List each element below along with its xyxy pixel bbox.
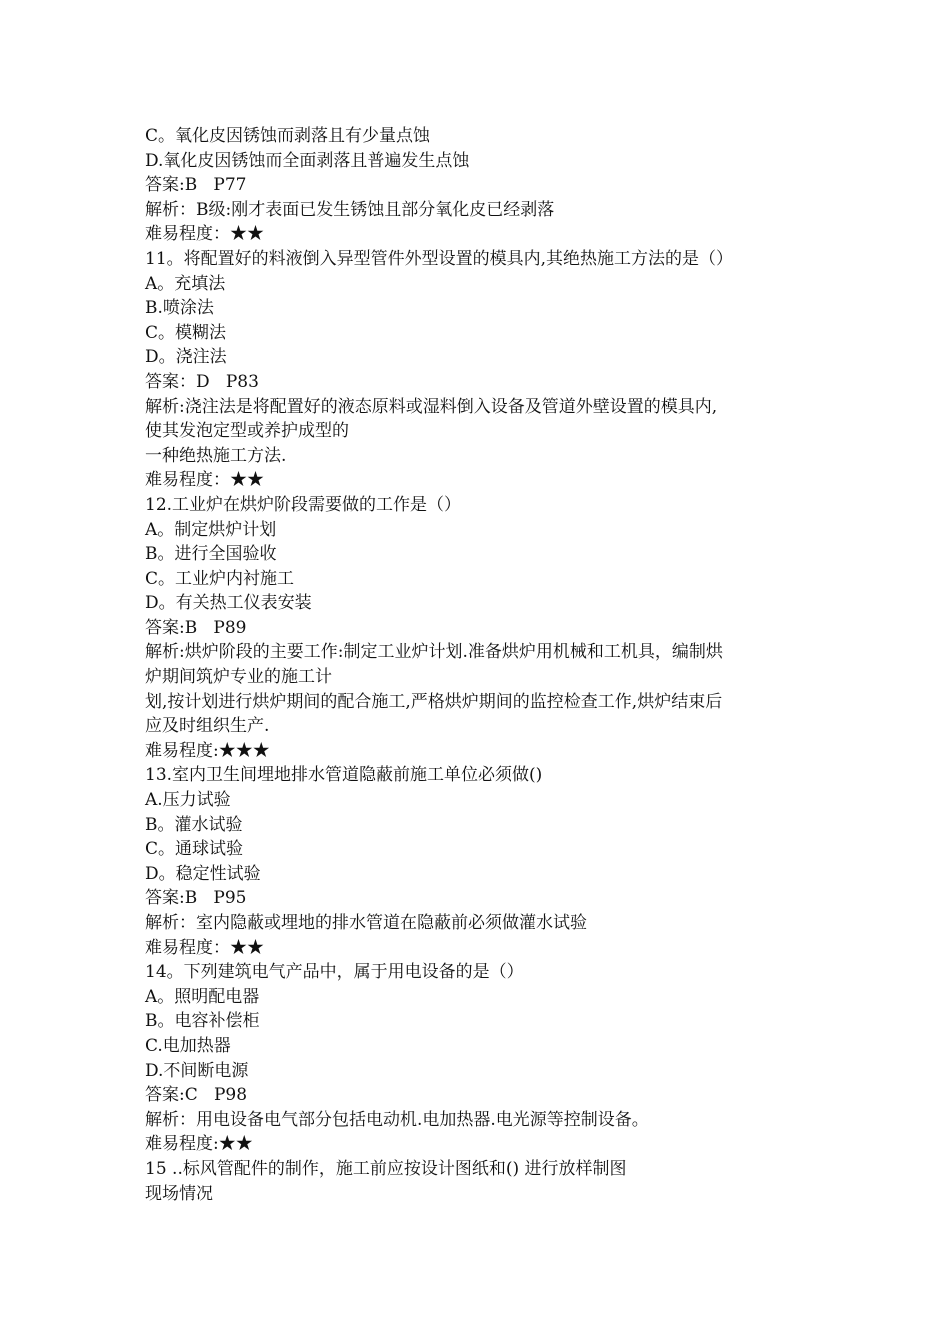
- difficulty-line: 难易程度：★★: [145, 470, 264, 491]
- question-13: 13.室内卫生间埋地排水管道隐蔽前施工单位必须做(): [145, 765, 543, 786]
- answer-line: 答案:B P95: [145, 888, 247, 909]
- explanation-line: 炉期间筑炉专业的施工计: [145, 667, 332, 688]
- difficulty-line: 难易程度:★★: [145, 1134, 253, 1155]
- option-d: D。稳定性试验: [145, 863, 261, 884]
- answer-line: 答案:C P98: [145, 1085, 248, 1106]
- question-12: 12.工业炉在烘炉阶段需要做的工作是（）: [145, 494, 462, 515]
- option-a: A。制定烘炉计划: [145, 519, 277, 540]
- explanation-line: 使其发泡定型或养护成型的: [145, 421, 349, 442]
- difficulty-line: 难易程度:★★★: [145, 740, 270, 761]
- explanation-line: 应及时组织生产.: [145, 716, 270, 737]
- explanation-line: 解析:浇注法是将配置好的液态原料或湿料倒入设备及管道外壁设置的模具内,: [145, 396, 718, 417]
- option-a: A。照明配电器: [145, 986, 260, 1007]
- answer-line: 答案:B P89: [145, 617, 247, 638]
- option-a: A.压力试验: [145, 790, 231, 811]
- explanation-line: 解析：室内隐蔽或埋地的排水管道在隐蔽前必须做灌水试验: [145, 913, 587, 933]
- explanation-line: 一种绝热施工方法.: [145, 445, 287, 466]
- explanation-line: 解析：B级:刚才表面已发生锈蚀且部分氧化皮已经剥落: [145, 199, 555, 220]
- question-11: 11。将配置好的料液倒入异型管件外型设置的模具内,其绝热施工方法的是（）: [145, 248, 734, 269]
- option-b: B。灌水试验: [145, 814, 243, 835]
- option-b: B。电容补偿柜: [145, 1011, 260, 1032]
- explanation-line: 解析：用电设备电气部分包括电动机.电加热器.电光源等控制设备。: [145, 1109, 649, 1130]
- question-14: 14。下列建筑电气产品中，属于用电设备的是（）: [145, 962, 524, 983]
- explanation-line: 解析:烘炉阶段的主要工作:制定工业炉计划.准备烘炉用机械和工机具，编制烘: [145, 642, 723, 663]
- answer-text: 现场情况: [145, 1183, 213, 1204]
- option-b: B。进行全国验收: [145, 544, 277, 565]
- option-d: D。有关热工仪表安装: [145, 593, 312, 614]
- explanation-line: 划,按计划进行烘炉期间的配合施工,严格烘炉期间的监控检查工作,烘炉结束后: [145, 691, 723, 712]
- difficulty-line: 难易程度：★★: [145, 937, 264, 958]
- option-d: D。浇注法: [145, 347, 227, 368]
- document-page: [145, 124, 825, 1206]
- difficulty-line: 难易程度：★★: [145, 224, 264, 245]
- option-d: D.氧化皮因锈蚀而全面剥落且普遍发生点蚀: [145, 150, 470, 171]
- option-c: C。工业炉内衬施工: [145, 568, 295, 589]
- option-c: C。通球试验: [145, 839, 244, 860]
- question-15: 15 ..标风管配件的制作，施工前应按设计图纸和() 进行放样制图: [145, 1158, 627, 1179]
- option-d: D.不间断电源: [145, 1060, 249, 1081]
- option-c: C。模糊法: [145, 322, 227, 343]
- option-c: C.电加热器: [145, 1035, 231, 1056]
- option-c: C。氧化皮因锈蚀而剥落且有少量点蚀: [145, 126, 431, 146]
- option-a: A。充填法: [145, 273, 226, 294]
- answer-line: 答案:B P77: [145, 175, 247, 196]
- answer-line: 答案：D P83: [145, 371, 259, 392]
- option-b: B.喷涂法: [145, 298, 214, 319]
